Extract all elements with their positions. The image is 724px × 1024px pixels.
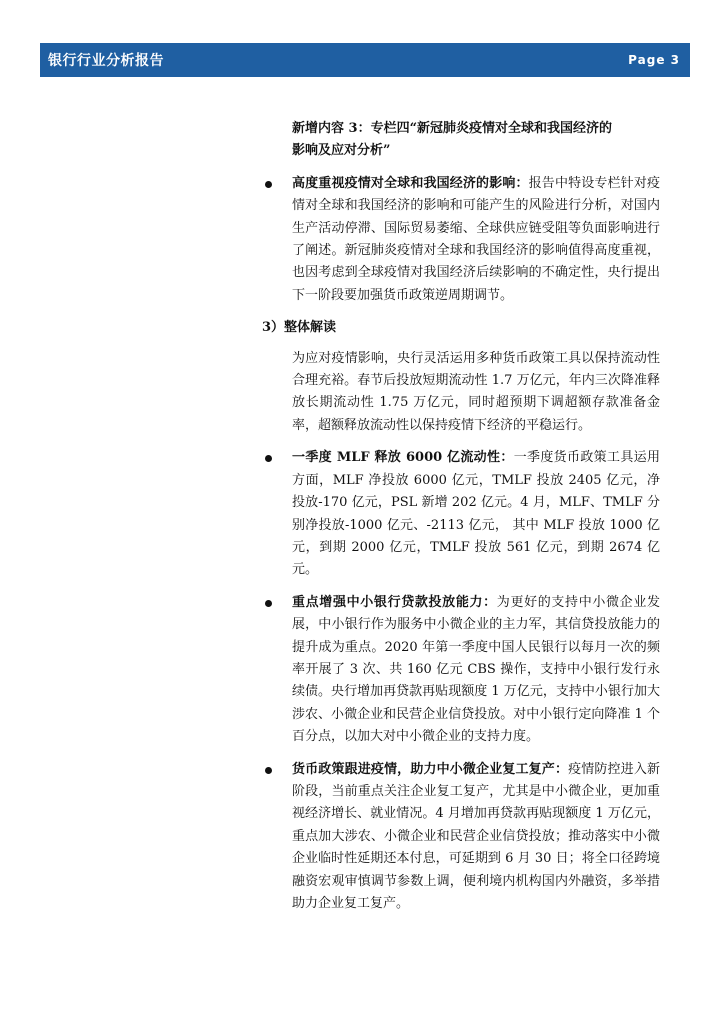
added-content-heading (292, 118, 660, 163)
bullet-item (262, 592, 660, 749)
bullet-item (262, 173, 660, 307)
bullet-item (262, 759, 660, 916)
bullet-dot-icon (265, 600, 272, 607)
report-content (262, 118, 660, 925)
page-number: Page 3 (628, 53, 680, 67)
bullet-item (262, 447, 660, 581)
bullet-dot-icon (265, 181, 272, 188)
bullet-text: 为更好的支持中小微企业发展，中小银行作为服务中小微企业的主力军，其信贷投放能力的提升成为重点。2020 年第一季度中国人民银行以每月一次的频率开展了 3 次、共 160 亿元 CBS 操作，支持中小银行发行永续债。央行增加再贷款再贴现额度 1 万亿元，支持中小银行加大涉农、小微企业和民营企业信贷投放。对中小银行定向降准 1 个百分点，以加大对中小微企业的支持力度。 (292, 594, 660, 745)
bullet-text: 报告中特设专栏针对疫情对全球和我国经济的影响和可能产生的风险进行分析，对国内生产活动停滞、国际贸易萎缩、全球供应链受阻等负面影响进行了阐述。新冠肺炎疫情对全球和我国经济的影响值得高度重视，也因考虑到全球疫情对我国经济后续影响的不确定性，央行提出下一阶段要加强货币政策逆周期调节。 (292, 175, 660, 303)
bullet-text: 一季度货币政策工具运用方面，MLF 净投放 6000 亿元，TMLF 投放 2405 亿元，净投放-170 亿元，PSL 新增 202 亿元。4 月，MLF、TMLF 分别净投放-1000 亿元、-2113 亿元， 其中 MLF 投放 1000 亿元，到期 2000 亿元，TMLF 投放 561 亿元，到期 2674 亿元。 (292, 450, 660, 578)
bullet-title: 重点增强中小银行贷款投放能力： (292, 594, 497, 610)
bullet-title: 一季度 MLF 释放 6000 亿流动性： (292, 450, 514, 466)
heading-line-1: 新增内容 3：专栏四“新冠肺炎疫情对全球和我国经济的 (292, 121, 613, 136)
section-heading: 3）整体解读 (262, 320, 337, 336)
header-title: 银行行业分析报告 (48, 53, 164, 69)
bullet-text: 疫情防控进入新阶段，当前重点关注企业复工复产，尤其是中小微企业，更加重视经济增长、就业情况。4 月增加再贷款再贴现额度 1 万亿元，重点加大涉农、小微企业和民营企业信贷投放；推动落实中小微企业临时性延期还本付息，可延期到 6 月 30 日；将全口径跨境融资宏观审慎调节参数上调，便利境内机构国内外融资，多举措助力企业复工复产。 (292, 761, 660, 911)
bullet-title: 高度重视疫情对全球和我国经济的影响： (292, 175, 529, 191)
bullet-title: 货币政策跟进疫情，助力中小微企业复工复产： (292, 761, 569, 777)
heading-line-2: 影响及应对分析” (292, 143, 391, 159)
section-paragraph: 为应对疫情影响，央行灵活运用多种货币政策工具以保持流动性合理充裕。春节后投放短期流动性 1.7 万亿元，年内三次降准释放长期流动性 1.75 万亿元，同时超预期下调超额存款准备金率，超额释放流动性以保持疫情下经济的平稳运行。 (292, 350, 660, 433)
bullet-dot-icon (265, 455, 272, 462)
page-header (40, 43, 690, 77)
bullet-dot-icon (265, 767, 272, 774)
